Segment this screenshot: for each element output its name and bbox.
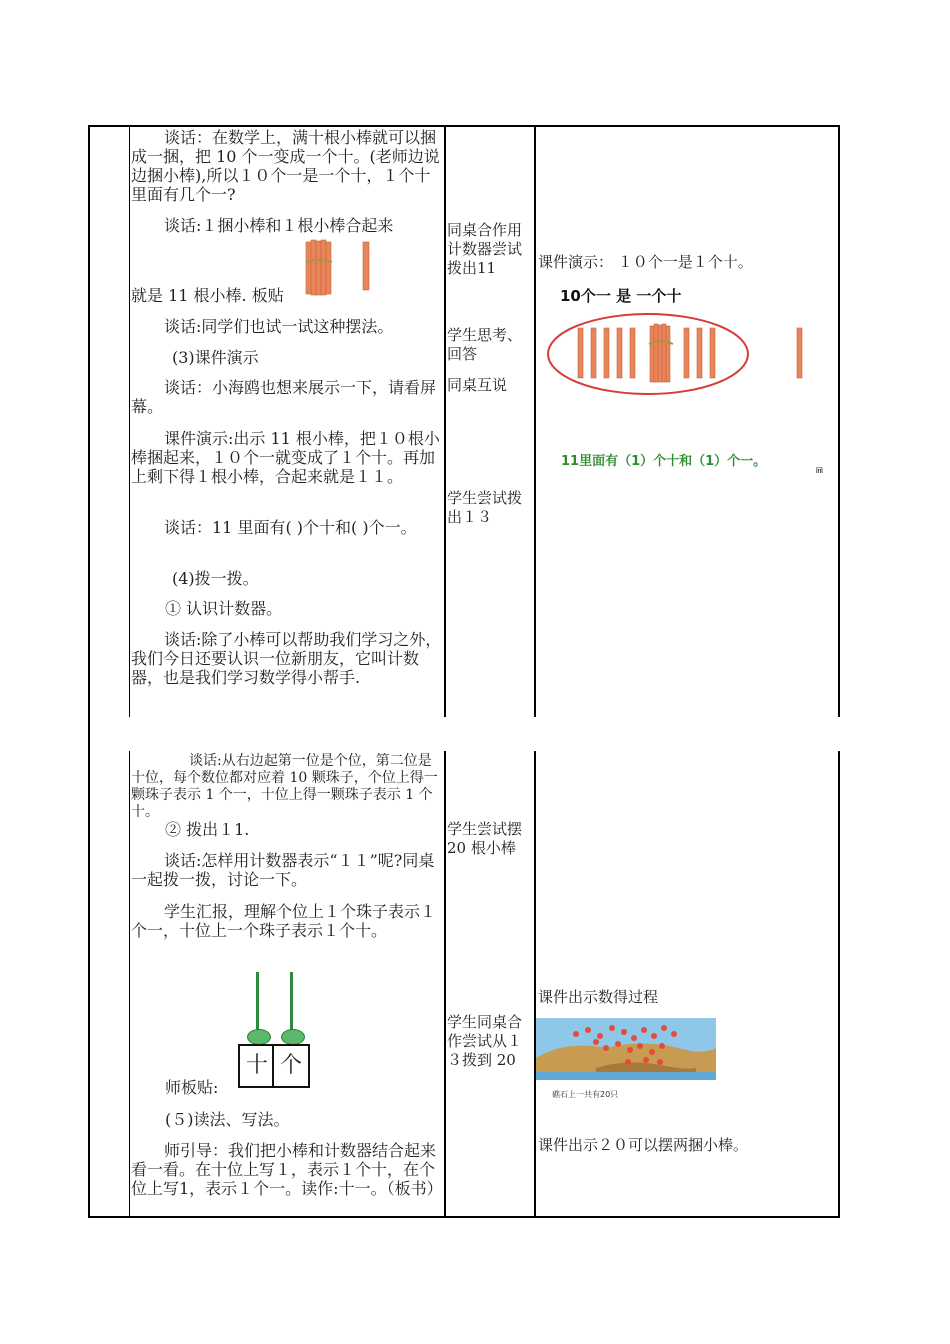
left-paragraph-8: (4)拨一拨。	[172, 569, 259, 588]
col-divider-3	[534, 125, 536, 717]
slide-sticks-image	[545, 308, 815, 400]
left-paragraph-15: 师板贴:	[165, 1078, 219, 1097]
abacus-rod-ones	[290, 972, 293, 1034]
right-note-2: 课件出示数得过程	[538, 988, 659, 1006]
abacus-tens-label: 十	[238, 1044, 276, 1088]
col-divider-3b	[534, 751, 536, 1217]
middle-note-1: 同桌合作用计数器尝试拨出11	[447, 221, 523, 277]
rock-caption: 礁石上一共有20只	[552, 1090, 619, 1099]
middle-note-2: 学生思考、回答	[447, 326, 523, 363]
right-note-3: 课件出示２０可以摆两捆小棒。	[538, 1136, 749, 1154]
left-paragraph-17: 师引导：我们把小棒和计数器结合起来看一看。在十位上写１，表示１个十，在个位上写1，表示１个一。读作:十一。（板书）	[131, 1141, 443, 1198]
abacus-bead-tens	[247, 1029, 271, 1045]
middle-note-4: 学生尝试拨出１３	[447, 489, 523, 526]
left-paragraph-10: 谈话:除了小棒可以帮助我们学习之外，我们今日还要认识一位新朋友，它叫计数器，也是我们学习数学得小帮手.	[131, 630, 442, 687]
right-note-1: 课件演示： １０个一是１个十。	[538, 253, 753, 271]
abacus-counter	[236, 972, 312, 1088]
table-right-border-b	[838, 751, 840, 1217]
left-paragraph-6: 课件演示:出示 11 根小棒，把１０根小棒捆起来，１０个一就变成了１个十。再加上剩下得１根小棒，合起来就是１１。	[131, 429, 440, 486]
col-divider-1b	[129, 751, 130, 1217]
slide-title: 10个一 是 一个十	[560, 287, 682, 305]
left-paragraph-9: ① 认识计数器。	[165, 599, 283, 618]
middle-note-5: 学生尝试摆 20 根小棒	[447, 820, 523, 857]
abacus-ones-label: 个	[272, 1044, 310, 1088]
seagull-icon: ⩎	[816, 462, 823, 476]
table-left-border	[88, 125, 90, 1218]
left-paragraph-14: 学生汇报，理解个位上１个珠子表示１个一，十位上一个珠子表示１个十。	[131, 902, 437, 940]
left-paragraph-13: 谈话:怎样用计数器表示“１１”呢?同桌一起拨一拨，讨论一下。	[131, 851, 435, 889]
left-paragraph-4: (3)课件演示	[172, 348, 259, 367]
left-paragraph-11: 谈话:从右边起第一位是个位，第二位是十位，每个数位都对应着 10 颗珠子，个位上得一颗珠子表示 1 个一，十位上得一颗珠子表示 1 个十。	[131, 753, 438, 820]
col-divider-1	[129, 125, 130, 717]
abacus-rod-tens	[256, 972, 259, 1034]
left-paragraph-1: 谈话：在数学上，满十根小棒就可以捆成一捆，把 10 个一变成一个十。(老师边说边捆小棒),所以１０个一是一个十，１个十里面有几个一?	[131, 128, 440, 204]
left-paragraph-7: 谈话：11 里面有( )个十和( )个一。	[164, 518, 417, 537]
table-right-border	[838, 125, 840, 717]
table-top-border	[88, 125, 840, 127]
abacus-bead-ones	[281, 1029, 305, 1045]
slide-caption: 11里面有（1）个十和（1）个一。	[561, 454, 767, 469]
left-paragraph-5: 谈话：小海鸥也想来展示一下，请看屏幕。	[131, 378, 437, 416]
middle-note-6: 学生同桌合作尝试从１３拨到 20	[447, 1013, 523, 1069]
left-paragraph-12: ② 拨出１1.	[165, 820, 250, 839]
col-divider-2	[444, 125, 446, 717]
middle-note-3: 同桌互说	[447, 376, 508, 394]
seagull-rocks-image	[536, 1018, 716, 1080]
left-paragraph-3: 谈话:同学们也试一试这种摆法。	[164, 317, 394, 336]
left-paragraph-2a: 谈话:１捆小棒和１根小棒合起来	[164, 216, 394, 235]
table-bottom-border	[88, 1216, 840, 1218]
left-paragraph-16: (５)读法、写法。	[165, 1110, 290, 1129]
left-paragraph-2b: 就是 11 根小棒. 板贴	[131, 286, 284, 305]
